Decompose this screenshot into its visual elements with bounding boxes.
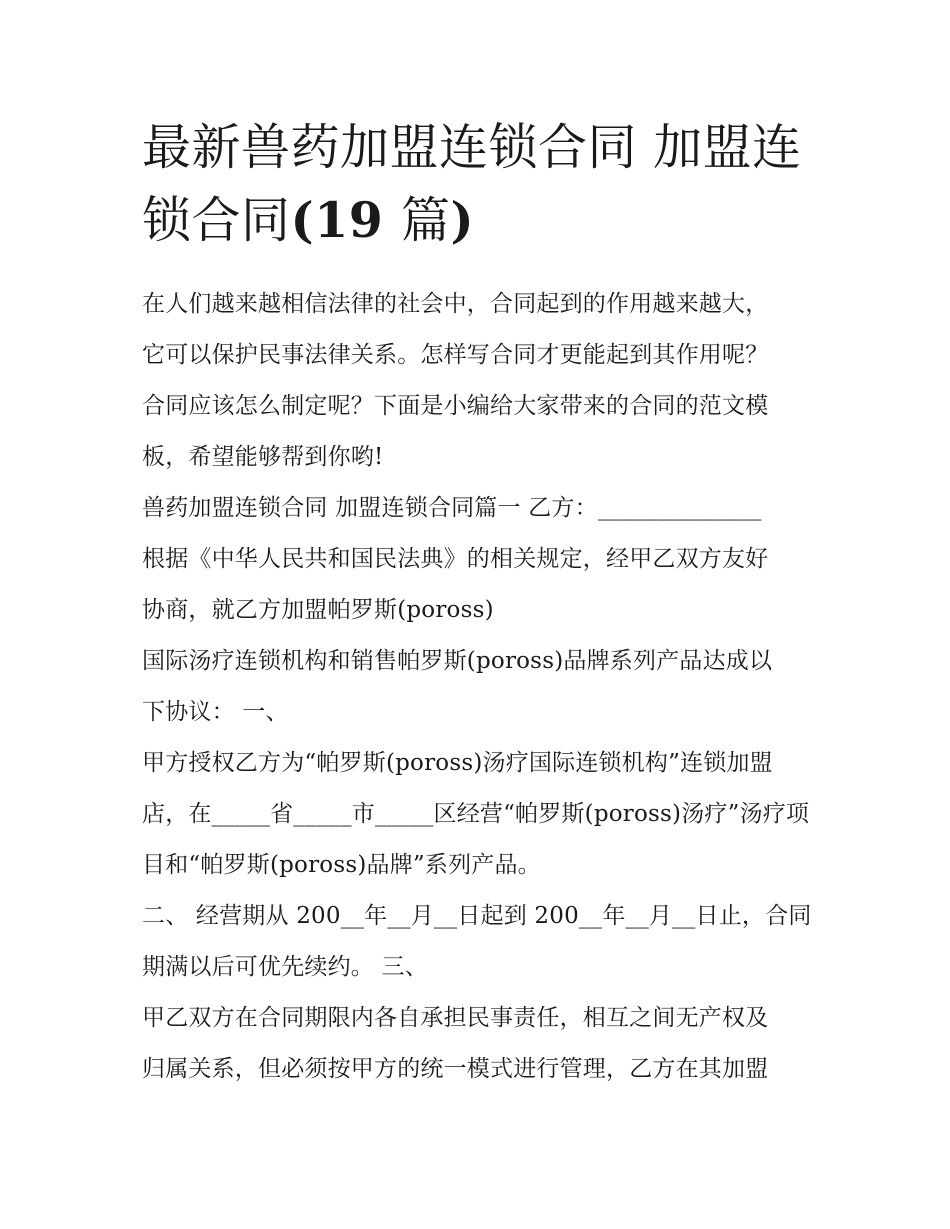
title-text: 锁合同 [142,192,291,249]
document-title [142,112,822,257]
body-line-7: 协商，就乙方加盟帕罗斯(poross) [142,597,494,623]
title-line-1: 最新兽药加盟连锁合同 加盟连 [142,119,802,176]
title-count-unit: 篇 [400,192,451,249]
body-line-10: 甲方授权乙方为“帕罗斯(poross)汤疗国际连锁机构”连锁加盟 [142,750,773,776]
body-line-16: 归属关系，但必须按甲方的统一模式进行管理，乙方在其加盟 [142,1056,769,1082]
body-line-8: 国际汤疗连锁机构和销售帕罗斯(poross)品牌系列产品达成以 [142,648,773,674]
body-line-15: 甲乙双方在合同期限内各自承担民事责任，相互之间无产权及 [142,1005,769,1031]
title-count-close: ) [450,191,475,249]
body-line-1: 在人们越来越相信法律的社会中，合同起到的作用越来越大， [142,291,769,317]
body-line-4: 板，希望能够帮到你哟! [142,444,384,470]
body-line-14: 期满以后可优先续约。 三、 [142,954,428,980]
document-body [142,279,822,1095]
body-line-9: 下协议： 一、 [142,699,289,725]
body-line-13: 二、 经营期从 200__年__月__日起到 200__年__月__日止，合同 [142,903,812,929]
body-line-12: 目和“帕罗斯(poross)品牌”系列产品。 [142,852,541,878]
body-line-5: 兽药加盟连锁合同 加盟连锁合同篇一 乙方：______________ [142,495,762,521]
body-line-6: 根据《中华人民共和国民法典》的相关规定，经甲乙双方友好 [142,546,769,572]
document-page [142,112,822,1095]
title-count-open: (19 [290,191,401,249]
body-line-2: 它可以保护民事法律关系。怎样写合同才更能起到其作用呢？ [142,342,769,368]
title-line-2 [142,184,822,257]
body-line-3: 合同应该怎么制定呢？下面是小编给大家带来的合同的范文模 [142,393,769,419]
body-line-11: 店，在_____省_____市_____区经营“帕罗斯(poross)汤疗”汤疗项 [142,801,810,827]
